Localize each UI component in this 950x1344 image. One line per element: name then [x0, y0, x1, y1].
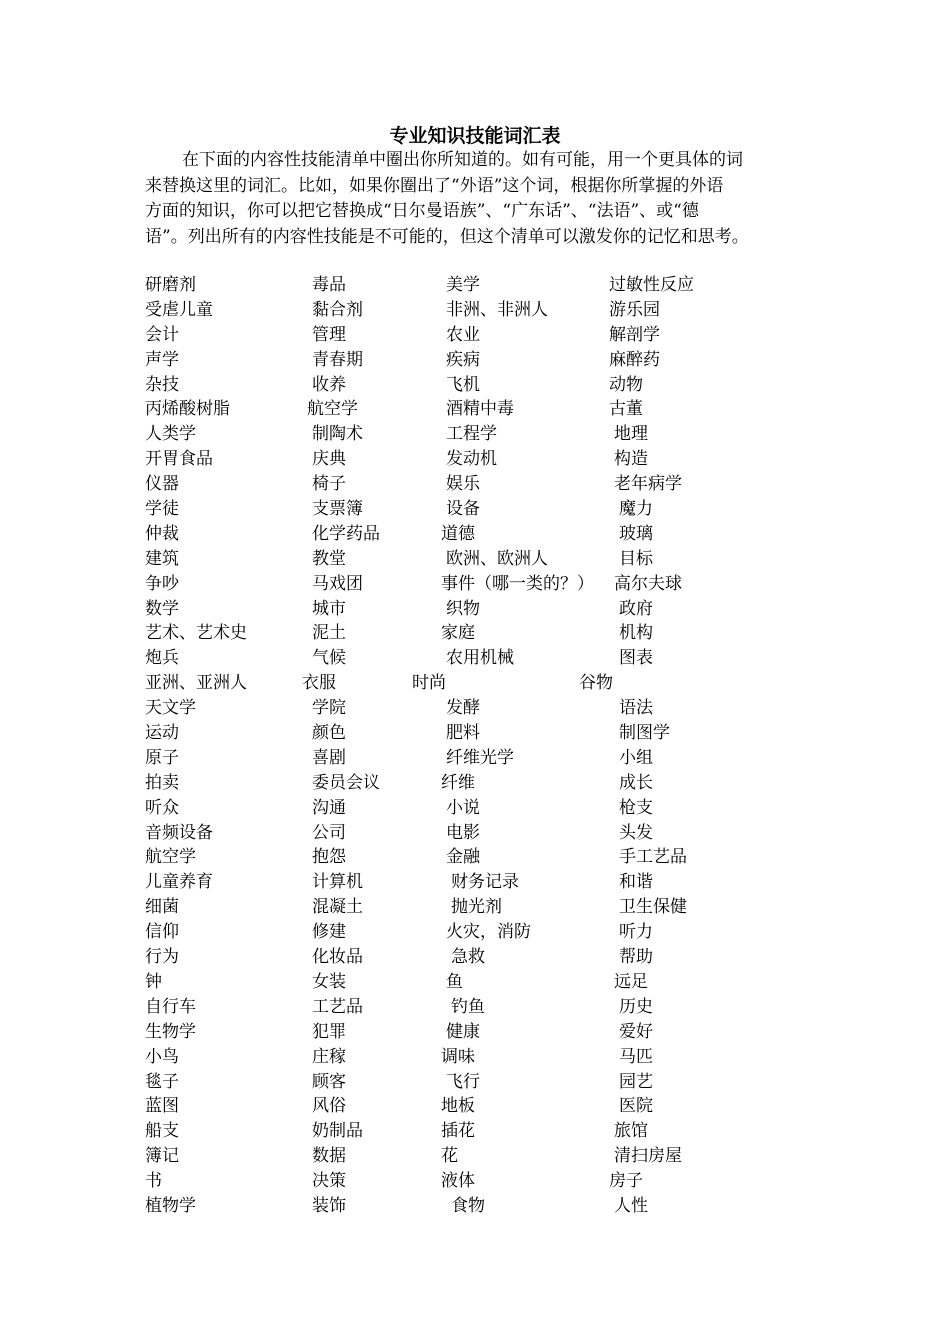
vocabulary-term: 植物学: [145, 1195, 196, 1216]
vocabulary-term: 音频设备: [145, 822, 213, 843]
vocabulary-term: 游乐园: [609, 299, 660, 320]
vocabulary-term: 人性: [614, 1195, 648, 1216]
table-row: [145, 497, 845, 522]
vocabulary-term: 机构: [619, 623, 653, 644]
vocabulary-term: 椅子: [312, 474, 346, 495]
intro-line: 在下面的内容性技能清单中圈出你所知道的。如有可能，用一个更具体的词: [182, 150, 743, 170]
vocabulary-term: 地理: [614, 424, 648, 445]
table-row: [145, 547, 845, 572]
vocabulary-term: 化妆品: [312, 947, 363, 968]
vocabulary-term: 制图学: [619, 723, 670, 744]
vocabulary-term: 旅馆: [614, 1121, 648, 1142]
vocabulary-term: 马匹: [619, 1046, 653, 1067]
vocabulary-term: 学院: [312, 698, 346, 719]
vocabulary-term: 鱼: [446, 971, 463, 992]
vocabulary-term: 发动机: [446, 449, 497, 470]
vocabulary-term: 农业: [446, 324, 480, 345]
vocabulary-term: 书: [145, 1171, 162, 1192]
vocabulary-term: 酒精中毒: [446, 399, 514, 420]
vocabulary-term: 健康: [446, 1021, 480, 1042]
vocabulary-term: 航空学: [145, 847, 196, 868]
vocabulary-term: 拍卖: [145, 772, 179, 793]
vocabulary-term: 枪支: [619, 797, 653, 818]
vocabulary-term: 政府: [619, 598, 653, 619]
vocabulary-term: 研磨剂: [145, 275, 196, 295]
vocabulary-term: 决策: [312, 1171, 346, 1192]
table-row: [145, 397, 845, 422]
vocabulary-term: 听众: [145, 797, 179, 818]
vocabulary-term: 庆典: [312, 449, 346, 470]
vocabulary-term: 工艺品: [312, 996, 363, 1017]
vocabulary-term: 儿童养育: [145, 872, 213, 893]
vocabulary-term: 高尔夫球: [614, 573, 682, 594]
table-row: [145, 1169, 845, 1194]
vocabulary-term: 过敏性反应: [609, 275, 694, 295]
table-row: [145, 746, 845, 771]
vocabulary-term: 庄稼: [312, 1046, 346, 1067]
table-row: [145, 870, 845, 895]
vocabulary-term: 家庭: [441, 623, 475, 644]
table-row: [145, 696, 845, 721]
vocabulary-term: 房子: [609, 1171, 643, 1192]
vocabulary-term: 奶制品: [312, 1121, 363, 1142]
table-row: [145, 995, 845, 1020]
vocabulary-term: 魔力: [619, 499, 653, 520]
vocabulary-term: 计算机: [312, 872, 363, 893]
vocabulary-term: 开胃食品: [145, 449, 213, 470]
table-row: [145, 845, 845, 870]
vocabulary-term: 帮助: [619, 947, 653, 968]
vocabulary-term: 听力: [619, 922, 653, 943]
vocabulary-term: 数据: [312, 1146, 346, 1167]
vocabulary-term: 古董: [609, 399, 643, 420]
vocabulary-term: 玻璃: [619, 523, 653, 544]
vocabulary-term: 建筑: [145, 548, 179, 569]
table-row: [145, 522, 845, 547]
vocabulary-term: 航空学: [307, 399, 358, 420]
vocabulary-term: 修建: [312, 922, 346, 943]
table-row: [145, 920, 845, 945]
table-row: [145, 1094, 845, 1119]
vocabulary-term: 道德: [441, 523, 475, 544]
vocabulary-term: 工程学: [446, 424, 497, 445]
vocabulary-term: 调味: [441, 1046, 475, 1067]
vocabulary-term: 顾客: [312, 1071, 346, 1092]
vocabulary-term: 女装: [312, 971, 346, 992]
vocabulary-term: 火灾，消防: [446, 922, 531, 943]
vocabulary-term: 装饰: [312, 1195, 346, 1216]
vocabulary-term: 毒品: [312, 275, 346, 295]
vocabulary-term: 人类学: [145, 424, 196, 445]
table-row: [145, 821, 845, 846]
vocabulary-term: 气候: [312, 648, 346, 669]
vocabulary-term: 黏合剂: [312, 299, 363, 320]
vocabulary-table: [145, 273, 845, 1219]
vocabulary-term: 自行车: [145, 996, 196, 1017]
vocabulary-term: 历史: [619, 996, 653, 1017]
intro-line: 来替换这里的词汇。比如，如果你圈出了“外语”这个词，根据你所掌握的外语: [145, 175, 724, 196]
table-row: [145, 323, 845, 348]
vocabulary-term: 原子: [145, 747, 179, 768]
vocabulary-term: 财务记录: [451, 872, 519, 893]
table-row: [145, 373, 845, 398]
vocabulary-term: 衣服: [302, 673, 336, 694]
vocabulary-term: 管理: [312, 324, 346, 345]
vocabulary-term: 液体: [441, 1171, 475, 1192]
vocabulary-term: 天文学: [145, 698, 196, 719]
vocabulary-term: 钓鱼: [451, 996, 485, 1017]
vocabulary-term: 娱乐: [446, 474, 480, 495]
vocabulary-term: 仪器: [145, 474, 179, 495]
vocabulary-term: 收养: [312, 374, 346, 395]
table-row: [145, 597, 845, 622]
vocabulary-term: 城市: [312, 598, 346, 619]
vocabulary-term: 马戏团: [312, 573, 363, 594]
table-row: [145, 646, 845, 671]
vocabulary-term: 设备: [446, 499, 480, 520]
vocabulary-term: 钟: [145, 971, 162, 992]
vocabulary-term: 受虐儿童: [145, 299, 213, 320]
vocabulary-term: 目标: [619, 548, 653, 569]
vocabulary-term: 语法: [619, 698, 653, 719]
vocabulary-term: 公司: [312, 822, 346, 843]
vocabulary-term: 成长: [619, 772, 653, 793]
vocabulary-term: 事件（哪一类的？）: [441, 573, 594, 594]
table-row: [145, 1144, 845, 1169]
vocabulary-term: 化学药品: [312, 523, 380, 544]
vocabulary-term: 会计: [145, 324, 179, 345]
vocabulary-term: 清扫房屋: [614, 1146, 682, 1167]
vocabulary-term: 教堂: [312, 548, 346, 569]
vocabulary-term: 飞机: [446, 374, 480, 395]
table-row: [145, 895, 845, 920]
vocabulary-term: 小说: [446, 797, 480, 818]
table-row: [145, 1020, 845, 1045]
vocabulary-term: 动物: [609, 374, 643, 395]
vocabulary-term: 卫生保健: [619, 897, 687, 918]
vocabulary-term: 泥土: [312, 623, 346, 644]
vocabulary-term: 欧洲、欧洲人: [446, 548, 548, 569]
table-row: [145, 348, 845, 373]
vocabulary-term: 丙烯酸树脂: [145, 399, 230, 420]
table-row: [145, 422, 845, 447]
vocabulary-term: 学徒: [145, 499, 179, 520]
vocabulary-term: 喜剧: [312, 747, 346, 768]
vocabulary-term: 支票簿: [312, 499, 363, 520]
vocabulary-term: 行为: [145, 947, 179, 968]
vocabulary-term: 发酵: [446, 698, 480, 719]
vocabulary-term: 图表: [619, 648, 653, 669]
vocabulary-term: 插花: [441, 1121, 475, 1142]
vocabulary-term: 小鸟: [145, 1046, 179, 1067]
vocabulary-term: 金融: [446, 847, 480, 868]
vocabulary-term: 抛光剂: [451, 897, 502, 918]
vocabulary-term: 非洲、非洲人: [446, 299, 548, 320]
vocabulary-term: 爱好: [619, 1021, 653, 1042]
vocabulary-term: 飞行: [446, 1071, 480, 1092]
vocabulary-term: 地板: [441, 1096, 475, 1117]
table-row: [145, 671, 845, 696]
vocabulary-term: 犯罪: [312, 1021, 346, 1042]
vocabulary-term: 青春期: [312, 349, 363, 370]
vocabulary-term: 美学: [446, 275, 480, 295]
table-row: [145, 572, 845, 597]
vocabulary-term: 小组: [619, 747, 653, 768]
table-row: [145, 273, 845, 298]
page-title: 专业知识技能词汇表: [389, 125, 561, 147]
table-row: [145, 1119, 845, 1144]
vocabulary-term: 声学: [145, 349, 179, 370]
vocabulary-term: 纤维光学: [446, 747, 514, 768]
table-row: [145, 721, 845, 746]
vocabulary-term: 数学: [145, 598, 179, 619]
vocabulary-term: 炮兵: [145, 648, 179, 669]
vocabulary-term: 远足: [614, 971, 648, 992]
vocabulary-term: 艺术、艺术史: [145, 623, 247, 644]
vocabulary-term: 农用机械: [446, 648, 514, 669]
intro-line: 语”。列出所有的内容性技能是不可能的，但这个清单可以激发你的记忆和思考。: [145, 226, 749, 247]
vocabulary-term: 织物: [446, 598, 480, 619]
vocabulary-term: 细菌: [145, 897, 179, 918]
vocabulary-term: 信仰: [145, 922, 179, 943]
table-row: [145, 447, 845, 472]
vocabulary-term: 手工艺品: [619, 847, 687, 868]
table-row: [145, 298, 845, 323]
vocabulary-term: 亚洲、亚洲人: [145, 673, 247, 694]
vocabulary-term: 构造: [614, 449, 648, 470]
intro-line: 方面的知识，你可以把它替换成“日尔曼语族”、“广东话”、“法语”、或“德: [145, 201, 699, 221]
table-row: [145, 621, 845, 646]
vocabulary-term: 仲裁: [145, 523, 179, 544]
vocabulary-term: 花: [441, 1146, 458, 1167]
table-row: [145, 796, 845, 821]
vocabulary-term: 沟通: [312, 797, 346, 818]
table-row: [145, 1070, 845, 1095]
vocabulary-term: 颜色: [312, 723, 346, 744]
table-row: [145, 771, 845, 796]
vocabulary-term: 纤维: [441, 772, 475, 793]
vocabulary-term: 老年病学: [614, 474, 682, 495]
vocabulary-term: 头发: [619, 822, 653, 843]
vocabulary-term: 船支: [145, 1121, 179, 1142]
table-row: [145, 472, 845, 497]
table-row: [145, 1194, 845, 1219]
vocabulary-term: 食物: [451, 1195, 485, 1216]
vocabulary-term: 园艺: [619, 1071, 653, 1092]
vocabulary-term: 蓝图: [145, 1096, 179, 1117]
vocabulary-term: 医院: [619, 1096, 653, 1117]
vocabulary-term: 和谐: [619, 872, 653, 893]
vocabulary-term: 簿记: [145, 1146, 179, 1167]
vocabulary-term: 时尚: [412, 673, 446, 694]
table-row: [145, 1045, 845, 1070]
vocabulary-term: 急救: [451, 947, 485, 968]
intro-paragraph: [145, 148, 825, 250]
vocabulary-term: 运动: [145, 723, 179, 744]
vocabulary-term: 杂技: [145, 374, 179, 395]
vocabulary-term: 委员会议: [312, 772, 380, 793]
vocabulary-term: 麻醉药: [609, 349, 660, 370]
vocabulary-term: 电影: [446, 822, 480, 843]
vocabulary-term: 毯子: [145, 1071, 179, 1092]
vocabulary-term: 谷物: [579, 673, 613, 694]
vocabulary-term: 混凝土: [312, 897, 363, 918]
vocabulary-term: 争吵: [145, 573, 179, 594]
vocabulary-term: 肥料: [446, 723, 480, 744]
vocabulary-term: 疾病: [446, 349, 480, 370]
vocabulary-term: 抱怨: [312, 847, 346, 868]
vocabulary-term: 制陶术: [312, 424, 363, 445]
table-row: [145, 970, 845, 995]
vocabulary-term: 风俗: [312, 1096, 346, 1117]
table-row: [145, 945, 845, 970]
vocabulary-term: 解剖学: [609, 324, 660, 345]
vocabulary-term: 生物学: [145, 1021, 196, 1042]
